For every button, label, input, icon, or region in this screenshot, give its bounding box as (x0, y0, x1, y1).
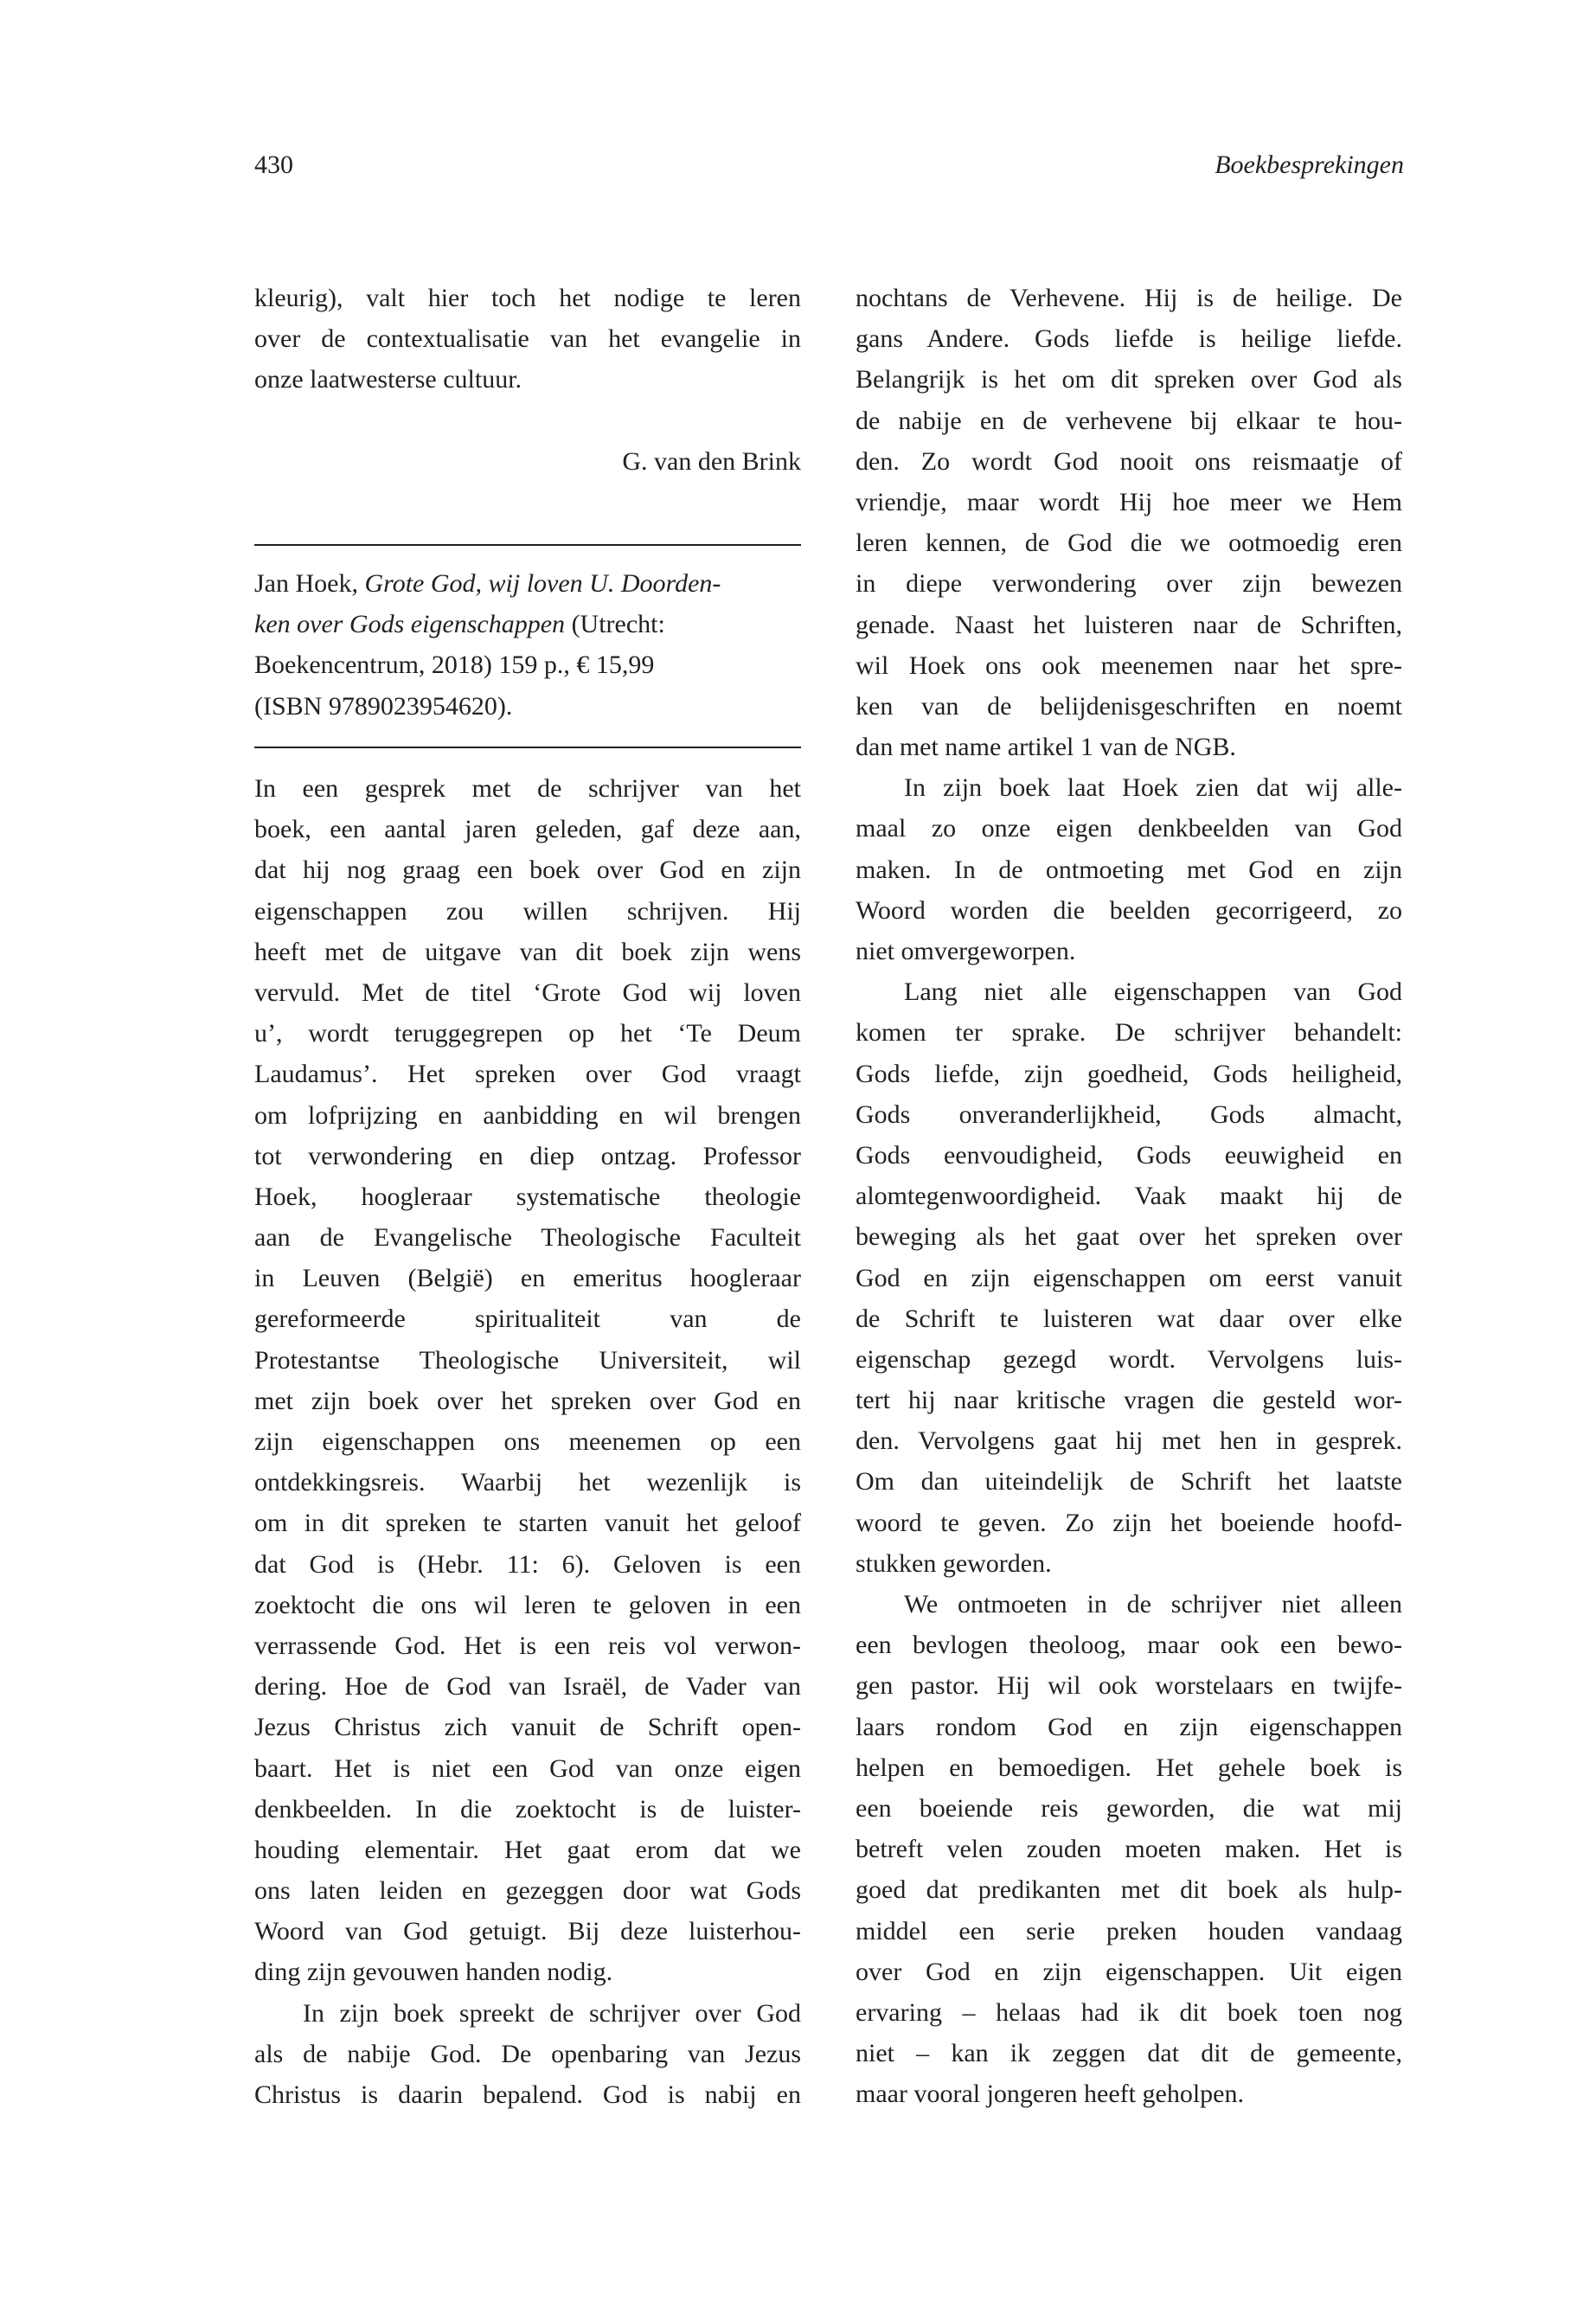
text-line: betreft velen zouden moeten maken. Het is (856, 1835, 1402, 1864)
text-line: tert hij naar kritische vragen die gesteld wor- (856, 1386, 1402, 1415)
citation-title: ken over Gods eigenschappen (254, 610, 566, 639)
text-line: een boeiende reis geworden, die wat mij (856, 1793, 1402, 1823)
text-line: om lofprijzing en aanbidding en wil brengen (254, 1100, 801, 1130)
text-line: den. Zo wordt God nooit ons reismaatje of (856, 446, 1402, 476)
text-line: Jezus Christus zich vanuit de Schrift open- (254, 1713, 801, 1742)
citation-publication: Boekencentrum, 2018) 159 p., € 15,99 (254, 651, 655, 680)
review-body-right (856, 278, 1402, 2114)
text-line: helpen en bemoedigen. Het gehele boek is (856, 1753, 1402, 1782)
text-line: Laudamus’. Het spreken over God vraagt (254, 1060, 801, 1089)
text-line: onze laatwesterse cultuur. (254, 365, 522, 394)
citation-author: Jan Hoek, (254, 569, 365, 598)
text-line: dan met name artikel 1 van de NGB. (856, 733, 1236, 762)
text-line: tot verwondering en diep ontzag. Professor (254, 1141, 801, 1170)
text-line: Woord van God getuigt. Bij deze luisterhou- (254, 1917, 801, 1946)
text-line: Hoek, hoogleraar systematische theologie (254, 1182, 801, 1211)
text-line: in Leuven (België) en emeritus hoogleraar (254, 1264, 801, 1293)
reviewer-signature: G. van den Brink (622, 447, 801, 476)
text-line: zijn eigenschappen ons meenemen op een (254, 1427, 801, 1456)
text-line: dering. Hoe de God van Israël, de Vader van (254, 1672, 801, 1702)
text-line: Gods liefde, zijn goedheid, Gods heiligheid, (856, 1059, 1402, 1088)
text-line: wil Hoek ons ook meenemen naar het spre- (856, 651, 1402, 680)
text-line: ding zijn gevouwen handen nodig. (254, 1958, 613, 1987)
book-citation (254, 563, 801, 727)
text-line: in diepe verwondering over zijn bewezen (856, 569, 1402, 599)
text-line: vriendje, maar wordt Hij hoe meer we Hem (856, 487, 1402, 516)
text-line: boek, een aantal jaren geleden, gaf deze aan, (254, 815, 801, 844)
text-line: dat hij nog graag een boek over God en zijn (254, 856, 801, 885)
text-line: We ontmoeten in de schrijver niet alleen (904, 1590, 1402, 1618)
text-line: leren kennen, de God die we ootmoedig eren (856, 529, 1402, 558)
text-line: Gods onveranderlijkheid, Gods almacht, (856, 1099, 1402, 1129)
running-title: Boekbesprekingen (1215, 151, 1404, 179)
text-line: Gods eenvoudigheid, Gods eeuwigheid en (856, 1140, 1402, 1170)
citation-isbn: (ISBN 9789023954620). (254, 691, 513, 721)
divider-rule (254, 544, 801, 546)
text-line: nochtans de Verhevene. Hij is de heilige. De (856, 284, 1402, 312)
previous-review-ending (254, 278, 801, 401)
text-line: u’, wordt teruggegrepen op het ‘Te Deum (254, 1019, 801, 1048)
text-line: laars rondom God en zijn eigenschappen (856, 1712, 1402, 1741)
divider-rule (254, 747, 801, 748)
text-line: komen ter sprake. De schrijver behandelt: (856, 1018, 1402, 1048)
text-line: In zijn boek laat Hoek zien dat wij alle- (904, 773, 1402, 803)
text-line: God en zijn eigenschappen om eerst vanuit (856, 1263, 1402, 1292)
text-line: Om dan uiteindelijk de Schrift het laatste (856, 1467, 1402, 1497)
text-line: ervaring – helaas had ik dit boek toen nog (856, 1997, 1402, 2027)
text-line: middel een serie preken houden vandaag (856, 1916, 1402, 1945)
text-line: gereformeerde spiritualiteit van de (254, 1304, 801, 1334)
citation-title: Grote God, wij loven U. Doorden- (364, 569, 721, 598)
text-line: over de contextualisatie van het evangelie in (254, 324, 801, 354)
text-line: alomtegenwoordigheid. Vaak maakt hij de (856, 1182, 1402, 1211)
text-line: maar vooral jongeren heeft geholpen. (856, 2080, 1244, 2109)
text-line: om in dit spreken te starten vanuit het geloof (254, 1509, 801, 1538)
text-line: Christus is daarin bepalend. God is nabij en (254, 2080, 801, 2109)
text-line: niet omvergeworpen. (856, 937, 1076, 965)
text-line: niet – kan ik zeggen dat dit de gemeente, (856, 2039, 1402, 2068)
text-line: over God en zijn eigenschappen. Uit eigen (856, 1957, 1402, 1986)
text-line: gans Andere. Gods liefde is heilige liefde. (856, 324, 1402, 354)
text-line: kleurig), valt hier toch het nodige te leren (254, 284, 801, 312)
text-line: baart. Het is niet een God van onze eigen (254, 1753, 801, 1783)
text-line: goed dat predikanten met dit boek als hulp- (856, 1875, 1402, 1905)
text-line: den. Vervolgens gaat hij met hen in gesprek. (856, 1426, 1402, 1456)
citation-publisher: (Utrecht: (565, 610, 665, 639)
page-number: 430 (254, 151, 293, 179)
text-line: zoektocht die ons wil leren te geloven in een (254, 1590, 801, 1619)
text-line: Protestantse Theologische Universiteit, wil (254, 1345, 801, 1375)
text-line: houding elementair. Het gaat erom dat we (254, 1835, 801, 1864)
text-line: maken. In de ontmoeting met God en zijn (856, 855, 1402, 884)
text-line: als de nabije God. De openbaring van Jezus (254, 2039, 801, 2068)
text-line: In zijn boek spreekt de schrijver over God (303, 1998, 801, 2028)
text-line: ken van de belijdenisgeschriften en noemt (856, 691, 1402, 721)
text-line: Woord worden die beelden gecorrigeerd, zo (856, 895, 1402, 925)
text-line: de nabije en de verhevene bij elkaar te hou- (856, 406, 1402, 435)
text-line: dat God is (Hebr. 11: 6). Geloven is een (254, 1549, 801, 1579)
text-line: denkbeelden. In die zoektocht is de luister- (254, 1794, 801, 1823)
text-line: beweging als het gaat over het spreken over (856, 1222, 1402, 1252)
text-line: ons laten leiden en gezeggen door wat Gods (254, 1876, 801, 1906)
text-line: Lang niet alle eigenschappen van God (904, 977, 1402, 1007)
review-body-left (254, 768, 801, 2115)
text-line: ontdekkingsreis. Waarbij het wezenlijk is (254, 1468, 801, 1497)
text-line: de Schrift te luisteren wat daar over elke (856, 1304, 1402, 1333)
text-line: genade. Naast het luisteren naar de Schriften, (856, 610, 1402, 639)
text-line: vervuld. Met de titel ‘Grote God wij loven (254, 977, 801, 1007)
text-line: een bevlogen theoloog, maar ook een bewo- (856, 1631, 1402, 1660)
text-line: eigenschap gezegd wordt. Vervolgens luis- (856, 1344, 1402, 1374)
text-line: met zijn boek over het spreken over God en (254, 1386, 801, 1415)
text-line: maal zo onze eigen denkbeelden van God (856, 814, 1402, 843)
text-line: In een gesprek met de schrijver van het (254, 774, 801, 803)
text-line: stukken geworden. (856, 1548, 1052, 1578)
text-line: heeft met de uitgave van dit boek zijn wens (254, 937, 801, 966)
text-line: Belangrijk is het om dit spreken over God als (856, 365, 1402, 394)
text-line: verrassende God. Het is een reis vol verwon- (254, 1631, 801, 1660)
text-line: woord te geven. Zo zijn het boeiende hoofd- (856, 1508, 1402, 1537)
text-line: aan de Evangelische Theologische Faculteit (254, 1223, 801, 1253)
text-line: eigenschappen zou willen schrijven. Hij (254, 896, 801, 926)
text-line: gen pastor. Hij wil ook worstelaars en twijfe- (856, 1671, 1402, 1701)
